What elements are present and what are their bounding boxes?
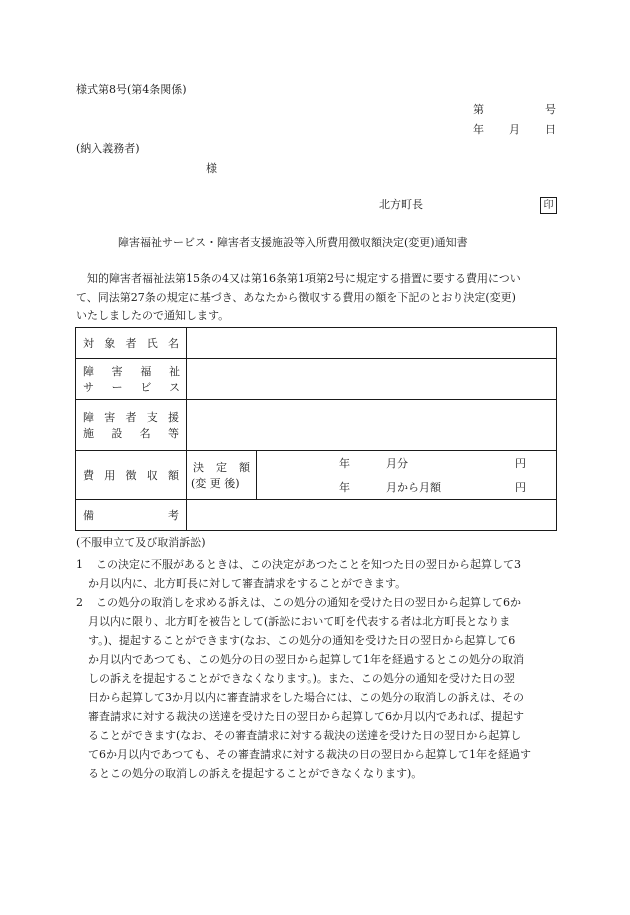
recipient-honorific: 様 [206, 162, 217, 175]
value-fee-amount[interactable] [257, 451, 557, 500]
date-year: 年 [473, 123, 484, 136]
intro-line: 知的障害者福祉法第15条の4又は第16条第1項第2号に規定する措置に要する費用につい [87, 272, 521, 285]
intro-line: て、同法第27条の規定に基づき、あなたから徴収する費用の額を下記のとおり決定(変更) [76, 290, 516, 304]
number-suffix: 号 [545, 103, 556, 116]
table-row [76, 328, 557, 359]
issuer: 北方町長 [379, 198, 423, 211]
appeal-item-1: 1 この決定に不服があるときは、この決定があつたことを知つた日の翌日から起算して3 か月以内に、北方町長に対して審査請求をすることができます。 [76, 558, 521, 590]
table-row [76, 500, 557, 531]
table-row [76, 400, 557, 451]
value-target-name[interactable] [187, 328, 557, 359]
appeal-item-2: 2 この処分の取消しを求める訴えは、この処分の通知を受けた日の翌日から起算して6か 月以内に限り、北方町を被告として(訴訟において町を代表する者は北方町長となりま す。)、提起することができます(なお、この処分の通知を受けた日の翌日から起算して6 か月以内であつても、この処分の日の翌日から起算して1年を経過するとこの処分の取消 しの訴えを提起することができなくなります。)。また、この処分の通知を受けた日の翌 日から起算して3か月以内に審査請求をした場合には、この処分の取消しの訴えは、その 審査請求に対する裁決の送達を受けた日の翌日から起算して6か月以内であれば、提起す ることができます(なお、その審査請求に対する裁決の送達を受けた日の翌日から起算し て6か月以内であつても、その審査請求に対する裁決の日の翌日から起算して1年を経過す るとこの処分の取消しの訴えを提起することができなくなります)。 [76, 596, 531, 780]
label-fee-amount: 費 用 徴 収 額 [76, 451, 187, 500]
fee-table [75, 327, 557, 531]
intro-line: いたしましたので通知します。 [76, 309, 230, 322]
label-remarks: 備 考 [76, 500, 187, 531]
table-row [76, 451, 557, 500]
number-prefix: 第 [473, 103, 484, 116]
fee-line-from-month: 年 月から月額 円 [339, 481, 526, 494]
intro-paragraph [76, 270, 560, 326]
value-welfare-service[interactable] [187, 359, 557, 400]
document-title: 障害福祉サービス・障害者支援施設等入所費用徴収額決定(変更)通知書 [118, 236, 468, 249]
label-target-name: 対 象 者 氏 名 [76, 328, 187, 359]
seal-mark: 印 [540, 197, 557, 214]
label-decided-amount: 決 定 額 (変 更 後) [187, 451, 257, 500]
fee-line-monthly: 年 月分 円 [339, 457, 526, 470]
label-support-facility: 障 害 者 支 援 施 設 名 等 [76, 400, 187, 451]
recipient-label: (納入義務者) [76, 142, 140, 155]
value-support-facility[interactable] [187, 400, 557, 451]
form-number: 様式第8号(第4条関係) [76, 83, 187, 96]
table-row [76, 359, 557, 400]
date-day: 日 [545, 123, 556, 136]
label-welfare-service: 障 害 福 祉 サ ー ビ ス [76, 359, 187, 400]
appeal-heading: (不服申立て及び取消訴訟) [76, 536, 206, 549]
appeal-list [76, 555, 560, 783]
value-remarks[interactable] [187, 500, 557, 531]
date-month: 月 [509, 123, 520, 136]
